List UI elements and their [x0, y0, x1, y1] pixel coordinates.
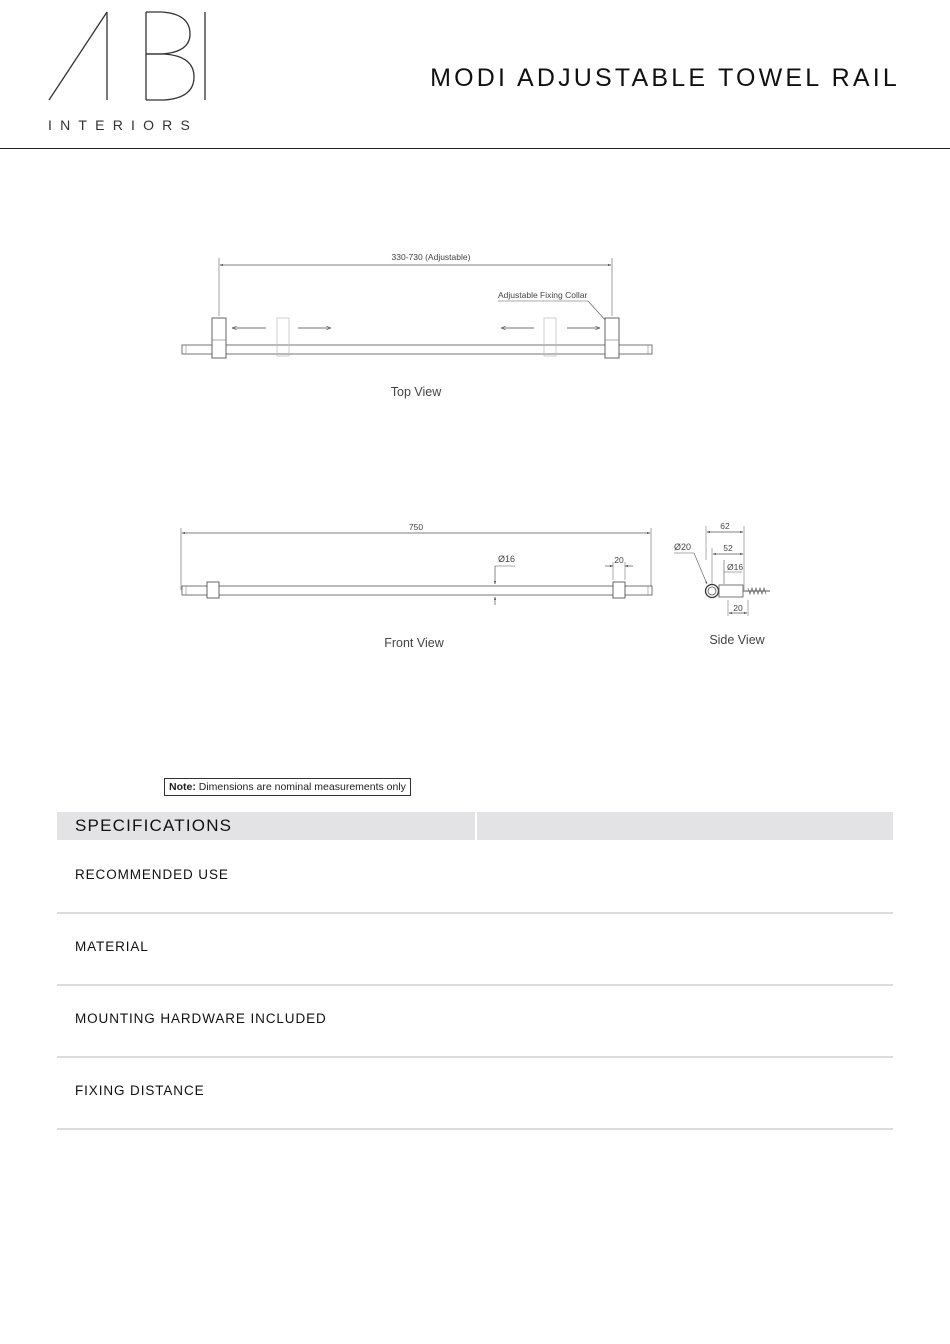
side-view-projection: 62 [720, 521, 730, 531]
top-view-callout: Adjustable Fixing Collar [498, 290, 588, 300]
front-view-label: Front View [384, 636, 444, 650]
side-view-offset: 52 [723, 543, 733, 553]
spec-row-material [57, 912, 893, 986]
top-view-label: Top View [390, 385, 442, 399]
note-text: Dimensions are nominal measurements only [195, 781, 406, 793]
side-view-label: Side View [709, 633, 765, 647]
side-view [674, 521, 770, 647]
specifications-title: SPECIFICATIONS [75, 816, 233, 835]
spec-label: MOUNTING HARDWARE INCLUDED [75, 1011, 327, 1026]
front-view-diameter: Ø16 [498, 554, 516, 564]
spec-label: RECOMMENDED USE [75, 867, 229, 882]
logo-subtext: INTERIORS [48, 117, 199, 133]
side-view-collar-diameter: Ø20 [674, 542, 692, 552]
spec-label: MATERIAL [75, 939, 149, 954]
side-view-collar-depth: 20 [733, 603, 743, 613]
note-label: Note: [169, 781, 196, 793]
front-view-length: 750 [408, 522, 424, 532]
spec-label: FIXING DISTANCE [75, 1083, 205, 1098]
document-title: MODI ADJUSTABLE TOWEL RAIL [430, 64, 900, 92]
top-view-dimension: 330-730 (Adjustable) [391, 252, 471, 262]
spec-row-fixing-distance [57, 1056, 893, 1130]
spec-row-recommended-use [57, 840, 893, 914]
front-view [181, 522, 652, 650]
dimensions-note [164, 778, 411, 796]
spec-row-mounting-hardware [57, 984, 893, 1058]
side-view-rail-diameter: Ø16 [727, 562, 744, 572]
column-divider [475, 812, 477, 840]
top-view [182, 252, 652, 399]
specifications-header [57, 812, 893, 840]
front-view-collar-width: 20 [614, 555, 624, 565]
